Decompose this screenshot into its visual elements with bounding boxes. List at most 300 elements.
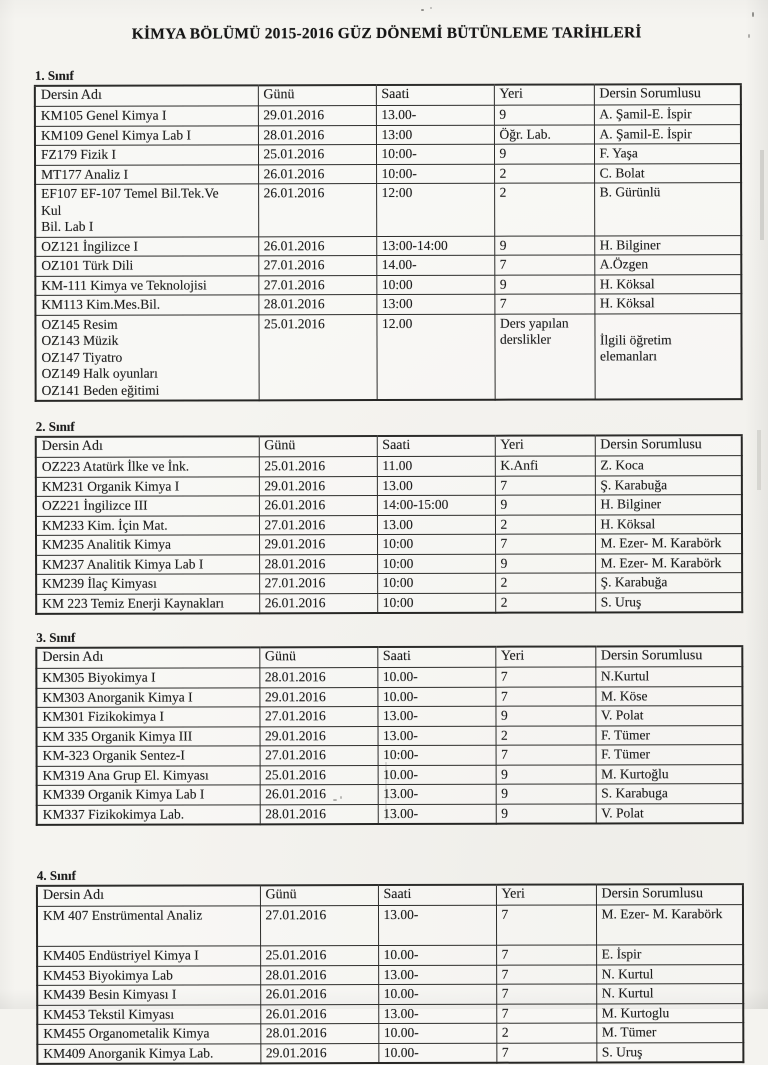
cell-line: S. Karabuga (601, 785, 668, 801)
table-row (37, 1003, 743, 1024)
cell-gunu (259, 535, 377, 555)
cell-line: A. Şamil-E. İspir (599, 106, 692, 122)
cell-line: 26.01.2016 (263, 165, 325, 181)
cell-line: 14.00- (381, 256, 417, 273)
cell-dersin-adi (35, 275, 258, 295)
cell-line: 2 (500, 516, 508, 532)
column-header: Saati (376, 85, 494, 106)
cell-line: H. Köksal (600, 515, 656, 531)
cell-line: OZ149 Halk oyunları (41, 365, 158, 381)
scan-speck (430, 7, 432, 9)
cell-line: 25.01.2016 (265, 766, 326, 782)
cell-dersin-sorumlusu (594, 255, 741, 275)
cell-dersin-sorumlusu (594, 183, 741, 236)
cell-gunu (259, 593, 377, 613)
table-header (35, 84, 741, 106)
cell-saati (377, 554, 495, 574)
cell-dersin-sorumlusu (595, 475, 742, 495)
cell-line: 10:00 (382, 535, 414, 552)
cell-dersin-adi (37, 985, 260, 1005)
cell-line: 26.01.2016 (265, 986, 327, 1002)
cell-saati (376, 105, 494, 125)
cell-line: 10:00 (382, 555, 414, 571)
cell-line: KM233 Kim. İçin Mat. (41, 517, 168, 533)
cell-line: K.Anfi (500, 457, 539, 473)
cell-line: S. Uruş (600, 593, 642, 609)
column-header: Dersin Adı (35, 85, 258, 106)
cell-line: OZ223 Atatürk İlke ve İnk. (41, 458, 190, 474)
cell-saati (378, 945, 496, 965)
cell-line: M. Ezer- M. Karabörk (600, 535, 722, 551)
cell-dersin-adi (35, 106, 258, 126)
cell-line: MT177 Analiz I (41, 166, 129, 182)
cell-yeri (496, 803, 596, 823)
scan-smudge (760, 150, 764, 240)
cell-line: 10:00- (383, 746, 419, 763)
cell-line: 13.00- (383, 966, 419, 982)
cell-line: 10.00- (383, 766, 419, 782)
cell-dersin-adi (35, 236, 258, 256)
cell-line: KM339 Organik Kimya Lab I (42, 786, 205, 802)
cell-line: 26.01.2016 (264, 497, 326, 513)
cell-line: V. Polat (600, 707, 644, 723)
cell-line: KM231 Organik Kimya I (41, 478, 180, 494)
cell-yeri (496, 945, 596, 965)
cell-line: 13.00- (383, 727, 418, 743)
table-row (36, 475, 742, 496)
cell-line: 28.01.2016 (263, 126, 325, 142)
cell-saati (378, 984, 496, 1004)
cell-saati (376, 255, 494, 275)
cell-dersin-sorumlusu (595, 495, 742, 515)
cell-line: 7 (500, 477, 508, 493)
cell-yeri (495, 573, 595, 593)
cell-line: 14:00-15:00 (382, 496, 449, 513)
cell-line: M. Köse (600, 687, 648, 703)
column-header: Yeri (495, 435, 595, 456)
cell-line: 9 (499, 237, 507, 253)
table-body (37, 905, 743, 1064)
cell-line: 7 (500, 535, 508, 551)
cell-line: 27.01.2016 (264, 575, 326, 591)
section-gap (35, 400, 741, 419)
cell-line: 7 (501, 966, 509, 982)
cell-dersin-adi (36, 574, 259, 594)
cell-line: 7 (499, 295, 507, 311)
table-row (37, 945, 743, 966)
cell-line: 10.00- (383, 1024, 419, 1041)
column-header: Günü (259, 436, 377, 457)
table-body (36, 456, 742, 614)
cell-gunu (258, 184, 376, 237)
cell-line: KM439 Besin Kimyası I (43, 986, 177, 1002)
cell-dersin-adi (36, 668, 259, 688)
cell-line: H. Bilginer (599, 236, 661, 252)
cell-line: 10:00 (381, 276, 413, 292)
cell-line: EF107 EF-107 Temel Bil.Tek.Ve (41, 185, 219, 201)
cell-line: 27.01.2016 (263, 276, 325, 292)
cell-dersin-sorumlusu (595, 667, 742, 687)
cell-gunu (259, 476, 377, 496)
cell-gunu (258, 256, 376, 276)
cell-dersin-adi (35, 184, 258, 237)
column-header: Saati (377, 436, 495, 457)
cell-dersin-sorumlusu (594, 163, 741, 183)
cell-dersin-adi (35, 145, 258, 165)
scan-speck (752, 12, 754, 17)
cell-line: N. Kurtul (601, 985, 654, 1001)
page-title: KİMYA BÖLÜMÜ 2015-2016 GÜZ DÖNEMİ BÜTÜNLEME TARİHLERİ (131, 24, 642, 43)
cell-gunu (259, 515, 377, 535)
cell-line: 28.01.2016 (265, 966, 327, 982)
cell-line: 13:00-14:00 (381, 237, 448, 253)
cell-line: 13.00 (382, 477, 413, 493)
cell-line: 9 (500, 707, 508, 723)
table-header (36, 435, 742, 457)
cell-saati (376, 125, 494, 145)
cell-saati (376, 164, 494, 184)
table-row (37, 964, 743, 985)
cell-line: 9 (499, 276, 507, 292)
cell-line: M. Ezer- M. Karabörk (600, 554, 722, 570)
cell-dersin-sorumlusu (594, 124, 741, 144)
cell-line: A.Özgen (599, 256, 649, 272)
table-row (37, 784, 743, 805)
table-row (37, 803, 743, 825)
column-header: Saati (377, 647, 495, 668)
cell-line: OZ145 Resim (41, 316, 118, 332)
cell-dersin-adi (36, 496, 259, 516)
cell-dersin-sorumlusu (594, 274, 741, 294)
cell-saati (377, 534, 495, 554)
cell-line: 26.01.2016 (263, 237, 325, 253)
cell-line: 9 (499, 145, 507, 161)
cell-line: B. Gürünlü (599, 184, 661, 200)
scan-smudge (757, 430, 761, 490)
cell-line: KM235 Analitik Kimya (42, 536, 172, 552)
cell-dersin-sorumlusu (596, 803, 743, 823)
cell-dersin-adi (37, 906, 260, 947)
cell-gunu (259, 496, 377, 516)
cell-line: İlgili öğretim (599, 331, 672, 347)
cell-dersin-sorumlusu (596, 945, 743, 965)
cell-line: C. Bolat (599, 164, 645, 180)
header-row (37, 884, 743, 906)
cell-line: OZ121 İngilizce I (41, 238, 138, 254)
table-row (35, 183, 741, 237)
cell-dersin-adi (36, 515, 259, 535)
cell-yeri (496, 745, 596, 765)
cell-gunu (258, 125, 376, 145)
cell-line: 28.01.2016 (263, 296, 325, 312)
cell-line: Ş. Karabuğa (600, 574, 668, 590)
table-header (37, 884, 743, 906)
cell-dersin-sorumlusu (596, 1003, 743, 1023)
cell-line: 27.01.2016 (265, 907, 327, 923)
cell-line: 10.00- (383, 1044, 419, 1060)
cell-dersin-sorumlusu (596, 725, 743, 745)
cell-dersin-sorumlusu (594, 144, 741, 164)
cell-saati (378, 765, 496, 785)
cell-yeri (494, 163, 594, 183)
cell-line: 12.00 (381, 315, 413, 331)
cell-dersin-adi (37, 1043, 260, 1064)
table-row (36, 573, 742, 594)
cell-saati (378, 784, 496, 804)
cell-line: Ş. Karabuğa (600, 476, 668, 492)
cell-yeri (496, 784, 596, 804)
cell-yeri (495, 456, 595, 476)
cell-line: KM405 Endüstriyel Kimya I (43, 947, 199, 963)
cell-line: 9 (500, 496, 508, 512)
document-content (34, 0, 743, 1065)
cell-yeri (495, 686, 595, 706)
cell-dersin-sorumlusu (595, 706, 742, 726)
cell-line: 10.00- (382, 668, 418, 685)
cell-saati (377, 476, 495, 496)
cell-line: derslikler (499, 331, 551, 347)
cell-line: KM453 Tekstil Kimyası (43, 1006, 175, 1022)
table-row (35, 294, 741, 315)
column-header: Dersin Sorumlusu (595, 435, 742, 456)
cell-line: KM319 Ana Grup El. Kimyası (42, 766, 209, 783)
cell-line: 27.01.2016 (264, 516, 326, 532)
cell-gunu (259, 574, 377, 594)
cell-line: M. Ezer- M. Karabörk (601, 906, 723, 922)
cell-line: 7 (501, 1005, 509, 1021)
cell-yeri (494, 105, 594, 125)
cell-line: 27.01.2016 (264, 708, 326, 724)
cell-line: 26.01.2016 (264, 594, 326, 610)
cell-saati (376, 183, 494, 236)
cell-line: 13.00 (382, 516, 413, 532)
cell-line: KM 407 Enstrümental Analiz (42, 907, 203, 923)
cell-dersin-adi (36, 707, 259, 727)
cell-line: 2 (500, 574, 508, 590)
table-row (36, 686, 742, 707)
cell-gunu (258, 236, 376, 256)
cell-dersin-adi (36, 457, 259, 477)
header-row (36, 435, 742, 457)
cell-line: KM239 İlaç Kimyası (42, 575, 157, 591)
cell-line: M. Kurtoğlu (601, 765, 669, 781)
cell-line: 7 (501, 746, 508, 762)
cell-saati (378, 745, 496, 765)
cell-line: 27.01.2016 (263, 257, 325, 273)
cell-line: F. Tümer (601, 746, 651, 762)
header-row (36, 646, 742, 668)
cell-saati (377, 515, 495, 535)
cell-saati (378, 804, 496, 824)
cell-line: 25.01.2016 (264, 458, 326, 474)
cell-line: 13.00- (382, 707, 418, 724)
cell-line: 9 (501, 766, 508, 782)
cell-saati (376, 294, 494, 314)
cell-saati (378, 1023, 496, 1043)
column-header: Yeri (494, 84, 594, 105)
cell-dersin-adi (36, 535, 259, 555)
cell-line: H. Köksal (599, 295, 655, 311)
cell-line: H. Bilginer (600, 496, 662, 512)
cell-gunu (258, 314, 376, 400)
cell-gunu (259, 687, 377, 707)
cell-line: FZ179 Fizik I (40, 146, 117, 162)
class-year-section (34, 66, 741, 402)
cell-line: E. İspir (601, 946, 642, 962)
column-header: Günü (258, 85, 376, 106)
column-header: Dersin Adı (37, 885, 260, 906)
cell-saati (376, 236, 494, 256)
cell-line: 7 (499, 256, 507, 272)
scan-smudge (385, 762, 387, 820)
cell-dersin-sorumlusu (596, 784, 743, 804)
class-year-section (35, 417, 742, 615)
column-header: Yeri (495, 646, 595, 667)
table-row (36, 495, 742, 516)
cell-yeri (495, 667, 595, 687)
cell-line: KM109 Genel Kimya Lab I (40, 127, 191, 143)
cell-gunu (259, 554, 377, 574)
cell-saati (376, 314, 494, 400)
cell-dersin-adi (37, 946, 260, 966)
cell-dersin-adi (37, 765, 260, 785)
cell-line: KM303 Anorganik Kimya I (42, 689, 193, 705)
cell-yeri (496, 1023, 596, 1043)
cell-dersin-adi (36, 593, 259, 614)
table-row (37, 745, 743, 766)
cell-gunu (260, 946, 378, 966)
cell-dersin-adi (37, 804, 260, 825)
cell-dersin-sorumlusu (596, 745, 743, 765)
cell-line: 2 (500, 594, 508, 610)
cell-yeri (494, 274, 594, 294)
cell-gunu (259, 668, 377, 688)
cell-saati (377, 495, 495, 515)
cell-line: F. Yaşa (599, 145, 638, 161)
scan-speck (333, 799, 337, 801)
cell-line: 11.00 (382, 457, 413, 474)
column-header: Günü (260, 885, 378, 906)
cell-line: KM237 Analitik Kimya Lab I (42, 555, 204, 572)
cell-line: 29.01.2016 (263, 107, 325, 123)
cell-line: KM455 Organometalik Kimya (43, 1025, 210, 1041)
cell-yeri (495, 534, 595, 554)
table-row (35, 105, 741, 126)
cell-dersin-sorumlusu (596, 984, 743, 1004)
cell-line: KM409 Anorganik Kimya Lab. (43, 1044, 214, 1061)
cell-yeri (496, 764, 596, 784)
cell-dersin-adi (35, 314, 258, 401)
cell-yeri (495, 553, 595, 573)
cell-dersin-sorumlusu (594, 235, 741, 255)
cell-gunu (259, 457, 377, 477)
cell-gunu (258, 164, 376, 184)
cell-line: 25.01.2016 (263, 315, 325, 331)
column-header: Saati (378, 885, 496, 906)
cell-dersin-sorumlusu (594, 105, 741, 125)
cell-saati (378, 1004, 496, 1024)
cell-saati (378, 965, 496, 985)
section-gap (34, 42, 740, 68)
table-row (35, 313, 741, 401)
section-label: 1. Sınıf (34, 67, 74, 83)
cell-gunu (260, 1024, 378, 1044)
cell-line: 10:00- (381, 145, 417, 162)
cell-gunu (258, 295, 376, 315)
table-row (35, 163, 741, 184)
cell-line: KM301 Fizikokimya I (42, 708, 165, 724)
cell-saati (378, 905, 496, 945)
exam-schedule-table (35, 645, 743, 826)
table-row (35, 144, 741, 165)
cell-dersin-sorumlusu (595, 514, 742, 534)
cell-line: V. Polat (601, 804, 644, 820)
cell-dersin-adi (37, 1004, 260, 1024)
cell-line: 2 (499, 184, 507, 200)
cell-line: 2 (501, 727, 508, 743)
cell-yeri (496, 1042, 596, 1062)
cell-gunu (260, 746, 378, 766)
cell-line: OZ143 Müzik (41, 332, 119, 348)
cell-dersin-sorumlusu (596, 905, 743, 945)
cell-gunu (260, 1004, 378, 1024)
cell-line: 7 (501, 906, 509, 922)
cell-line: Bil. Lab I (41, 218, 94, 234)
table-row (37, 1042, 743, 1064)
cell-gunu (260, 985, 378, 1005)
cell-dersin-sorumlusu (595, 573, 742, 593)
cell-line: 13.00- (381, 106, 417, 123)
cell-line: OZ221 İngilizce III (41, 497, 148, 513)
cell-saati (377, 573, 495, 593)
cell-yeri (496, 964, 596, 984)
cell-yeri (496, 905, 596, 945)
table-row (36, 592, 742, 614)
cell-dersin-adi (35, 164, 258, 184)
cell-dersin-adi (37, 1024, 260, 1044)
table-header (36, 646, 742, 668)
cell-gunu (260, 804, 378, 824)
cell-line: 13.00- (383, 785, 419, 802)
scan-speck (340, 796, 342, 799)
cell-gunu (260, 765, 378, 785)
cell-saati (377, 687, 495, 707)
cell-line: H. Köksal (599, 275, 655, 291)
cell-yeri (495, 514, 595, 534)
cell-line: 29.01.2016 (265, 1044, 327, 1060)
cell-dersin-sorumlusu (595, 686, 742, 706)
cell-line: 12:00 (381, 184, 413, 201)
table-row (37, 725, 743, 746)
cell-line: 25.01.2016 (265, 947, 327, 963)
table-row (36, 706, 742, 727)
cell-dersin-adi (37, 965, 260, 985)
cell-dersin-sorumlusu (594, 313, 741, 399)
table-row (36, 456, 742, 477)
cell-line: 27.01.2016 (265, 747, 326, 763)
table-row (35, 235, 741, 256)
cell-line: 26.01.2016 (265, 786, 326, 802)
cell-dersin-adi (36, 687, 259, 707)
table-row (37, 1023, 743, 1044)
cell-dersin-adi (36, 476, 259, 496)
cell-yeri (495, 475, 595, 495)
cell-saati (378, 1043, 496, 1063)
cell-line: 29.01.2016 (265, 727, 326, 743)
cell-line: M. Tümer (601, 1024, 657, 1040)
cell-dersin-adi (36, 554, 259, 574)
table-row (35, 124, 741, 145)
